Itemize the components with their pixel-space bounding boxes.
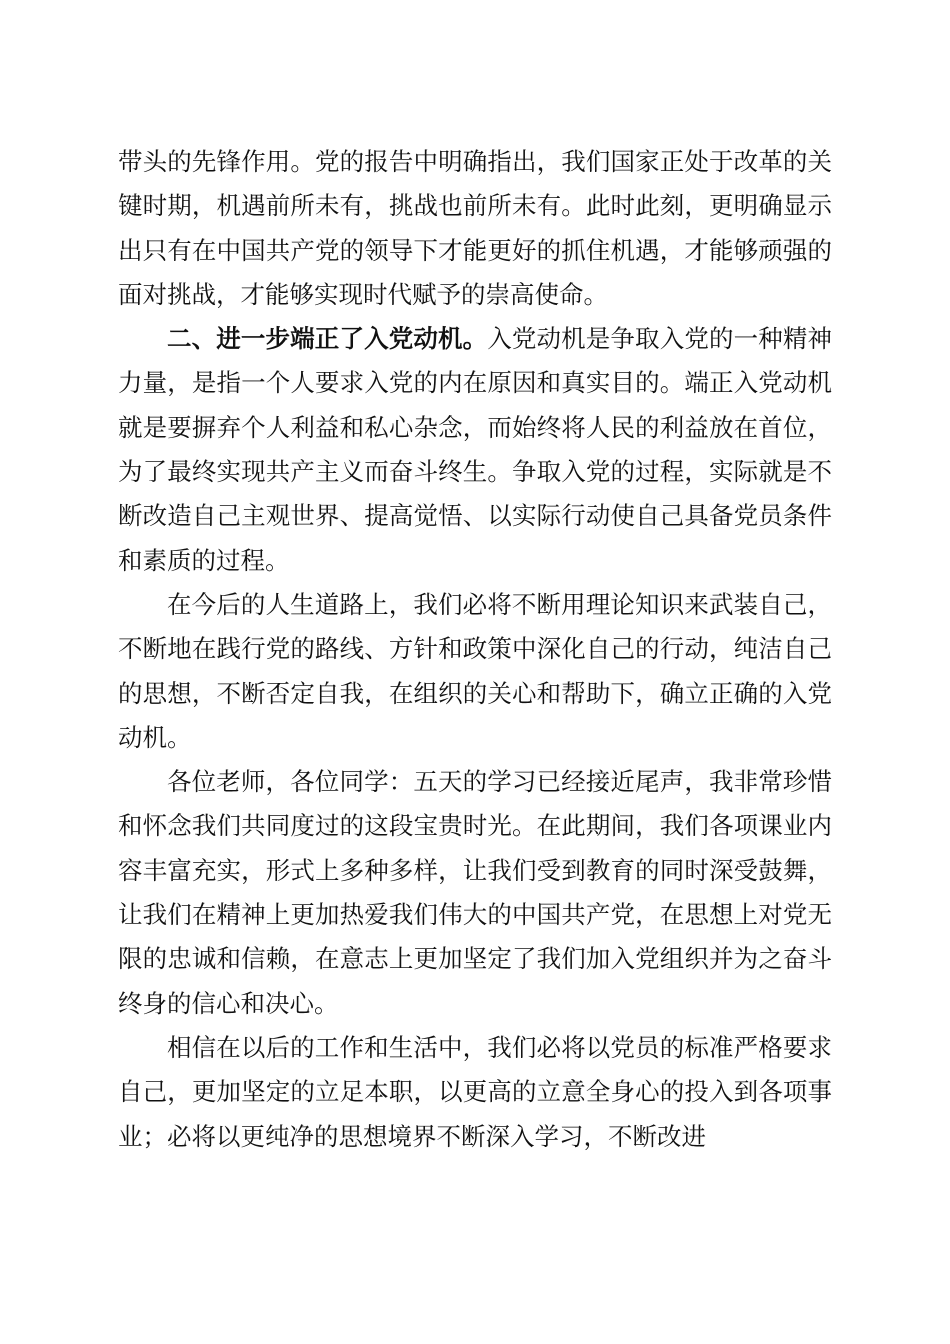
section-heading: 二、进一步端正了入党动机。 xyxy=(167,324,488,354)
paragraph-future-path: 在今后的人生道路上，我们必将不断用理论知识来武装自己，不断地在践行党的路线、方针和政策中深化自己的行动，纯洁自己的思想，不断否定自我，在组织的关心和帮助下，确立正确的入党动机。 xyxy=(118,589,832,752)
paragraph-motivation xyxy=(118,317,832,583)
paragraph-address: 各位老师，各位同学：五天的学习已经接近尾声，我非常珍惜和怀念我们共同度过的这段宝贵时光。在此期间，我们各项课业内容丰富充实，形式上多种多样，让我们受到教育的同时深受鼓舞，让我们在精神上更加热爱我们伟大的中国共产党，在思想上对党无限的忠诚和信赖，在意志上更加坚定了我们加入党组织并为之奋斗终身的信心和决心。 xyxy=(118,767,832,1018)
document-body xyxy=(118,140,832,1159)
paragraph-continuation: 带头的先锋作用。党的报告中明确指出，我们国家正处于改革的关键时期，机遇前所未有，挑战也前所未有。此时此刻，更明确显示出只有在中国共产党的领导下才能更好的抓住机遇，才能够顽强的面对挑战，才能够实现时代赋予的崇高使命。 xyxy=(118,147,832,309)
paragraph-commitment: 相信在以后的工作和生活中，我们必将以党员的标准严格要求自己，更加坚定的立足本职，以更高的立意全身心的投入到各项事业；必将以更纯净的思想境界不断深入学习，不断改进 xyxy=(118,1032,832,1151)
paragraph-motivation-text: 入党动机是争取入党的一种精神力量，是指一个人要求入党的内在原因和真实目的。端正入党动机就是要摒弃个人利益和私心杂念，而始终将人民的利益放在首位，为了最终实现共产主义而奋斗终生。争取入党的过程，实际就是不断改造自己主观世界、提高觉悟、以实际行动使自己具备党员条件和素质的过程。 xyxy=(118,324,832,575)
